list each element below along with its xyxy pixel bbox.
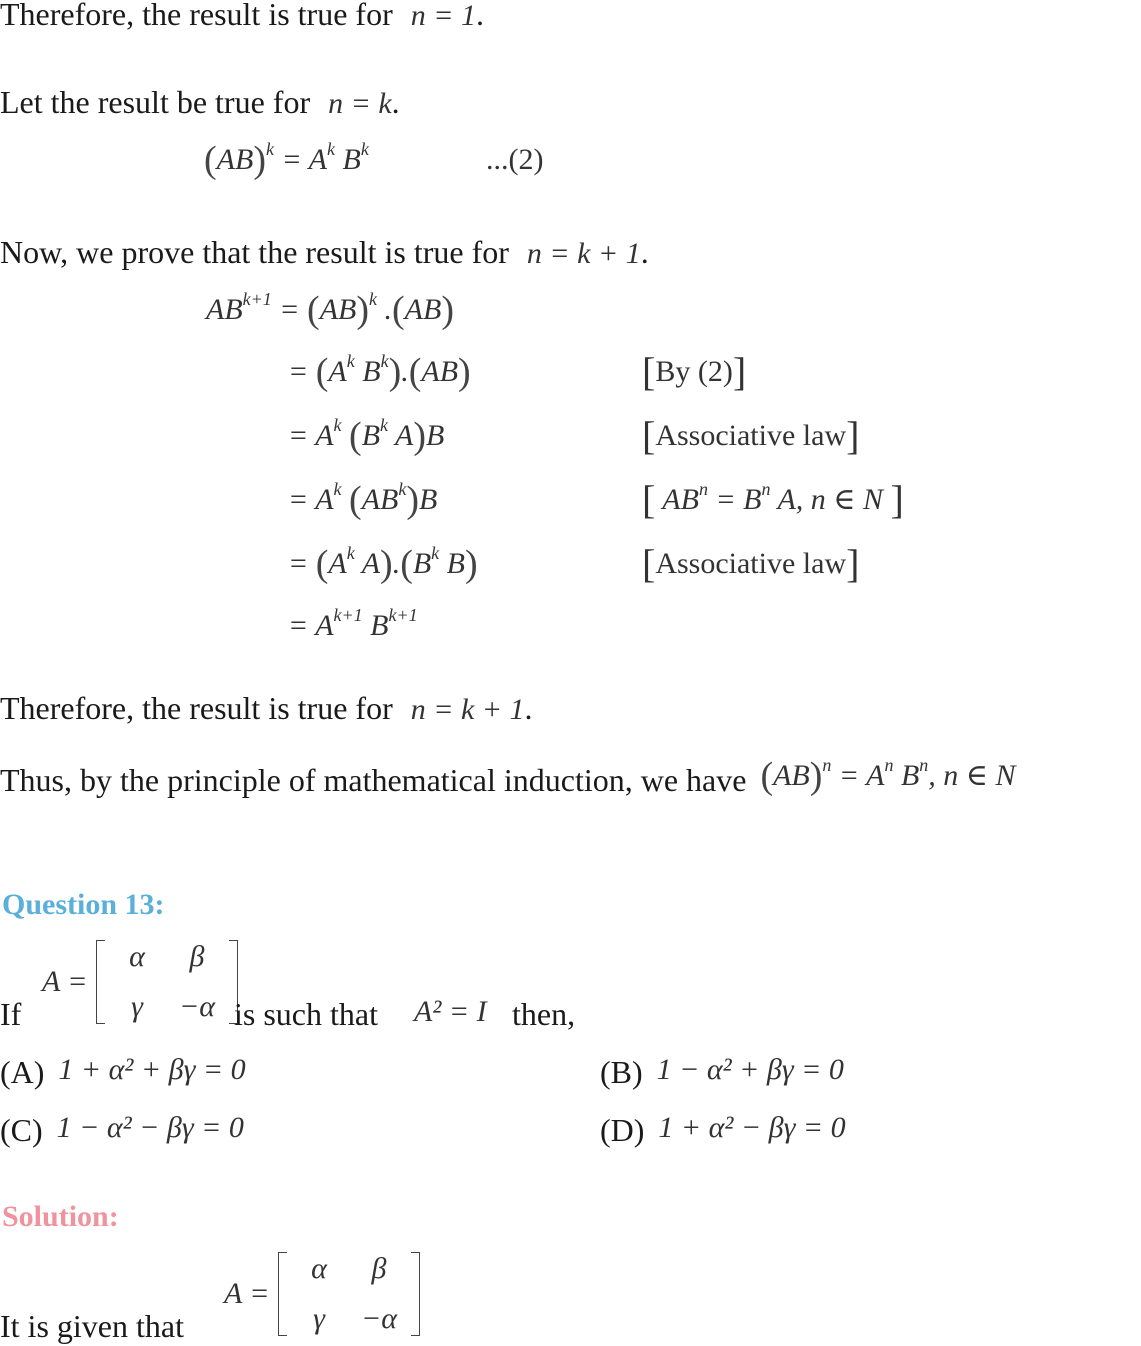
base-case-math: n = 1 — [410, 0, 476, 32]
proof-step-5: = ($A^k$ $A).(B^k$ B) — [288, 543, 478, 585]
matrix-cell: α — [311, 1252, 327, 1285]
reason-5: [Associative law] — [642, 541, 860, 586]
matrix-cell: γ — [313, 1302, 325, 1335]
reason-2: [By (2)] — [642, 349, 747, 394]
induction-text: Thus, by the principle of mathematical induction, we have — [0, 762, 747, 798]
hypothesis-math: n = k — [328, 87, 392, 120]
proof-step-3: = $A^k$ ($B^k$ A)B — [288, 415, 445, 457]
option-label: (D) — [600, 1112, 645, 1148]
question-suffix: then, — [512, 996, 576, 1032]
matrix-cell: β — [371, 1252, 387, 1285]
conclusion-math: n = k + 1 — [410, 693, 525, 726]
option-expr: 1 − α² + βγ = 0 — [656, 1053, 844, 1086]
step-intro-line — [0, 234, 649, 272]
option-c — [0, 1110, 244, 1148]
question-matrix-label: A = — [42, 965, 88, 998]
matrix-cell: β — [189, 940, 205, 973]
reason-text: By (2) — [655, 355, 733, 388]
reason-text: Associative law — [655, 547, 847, 580]
equation-2: $(AB)^k = A^k$ $B^k$ — [204, 139, 369, 181]
period: . — [640, 234, 649, 270]
hypothesis-text: Let the result be true for — [0, 84, 311, 120]
base-case-text: Therefore, the result is true for — [0, 0, 393, 32]
solution-heading: Solution: — [2, 1200, 119, 1233]
proof-step-4: = $A^k$ $(AB^k)B$ — [288, 479, 438, 521]
option-label: (A) — [0, 1054, 45, 1090]
period: . — [391, 84, 400, 120]
option-expr: 1 − α² − βγ = 0 — [56, 1111, 244, 1144]
matrix-cell: −α — [179, 990, 215, 1023]
proof-step-1: $AB^{k+1} = (AB)^k$ .(AB) — [206, 289, 454, 331]
reason-text: Associative law — [655, 419, 847, 452]
question-matrix — [96, 940, 238, 1024]
conclusion-text: Therefore, the result is true for — [0, 690, 393, 726]
base-case-line — [0, 0, 484, 34]
reason-4: [ $AB^n = B^n$ A, n ∈ N ] — [642, 477, 904, 522]
induction-line — [0, 755, 1016, 798]
step-intro-math: n = k + 1 — [526, 237, 641, 270]
proof-step-2: = ($A^k$ $B^k).(AB)$ — [288, 351, 471, 393]
period: . — [475, 0, 484, 32]
option-a — [0, 1052, 246, 1090]
question-prefix: If — [0, 996, 22, 1032]
question-mid-text: is such that — [234, 996, 378, 1032]
solution-matrix — [278, 1252, 420, 1336]
option-expr: 1 + α² − βγ = 0 — [658, 1111, 846, 1144]
conclusion-line — [0, 690, 533, 728]
matrix-cell: −α — [361, 1302, 397, 1335]
proof-step-6: = $A^{k+1}$ $B^{k+1}$ — [288, 605, 418, 642]
solution-text: It is given that — [0, 1308, 184, 1344]
reason-3: [Associative law] — [642, 413, 860, 458]
hypothesis-line — [0, 84, 400, 122]
option-label: (B) — [600, 1054, 643, 1090]
question-heading: Question 13: — [2, 888, 165, 921]
option-label: (C) — [0, 1112, 43, 1148]
question-condition: A² = I — [414, 995, 487, 1028]
solution-matrix-label: A = — [224, 1277, 270, 1310]
period: . — [524, 690, 533, 726]
option-b — [600, 1052, 844, 1090]
matrix-cell: γ — [131, 990, 143, 1023]
option-expr: 1 + α² + βγ = 0 — [58, 1053, 246, 1086]
step-intro-text: Now, we prove that the result is true for — [0, 234, 509, 270]
equation-2-label: ...(2) — [486, 143, 544, 176]
matrix-cell: α — [129, 940, 145, 973]
option-d — [600, 1110, 846, 1148]
induction-math: $(AB)^n = A^n$ $B^n$, n ∈ N — [760, 755, 1016, 797]
